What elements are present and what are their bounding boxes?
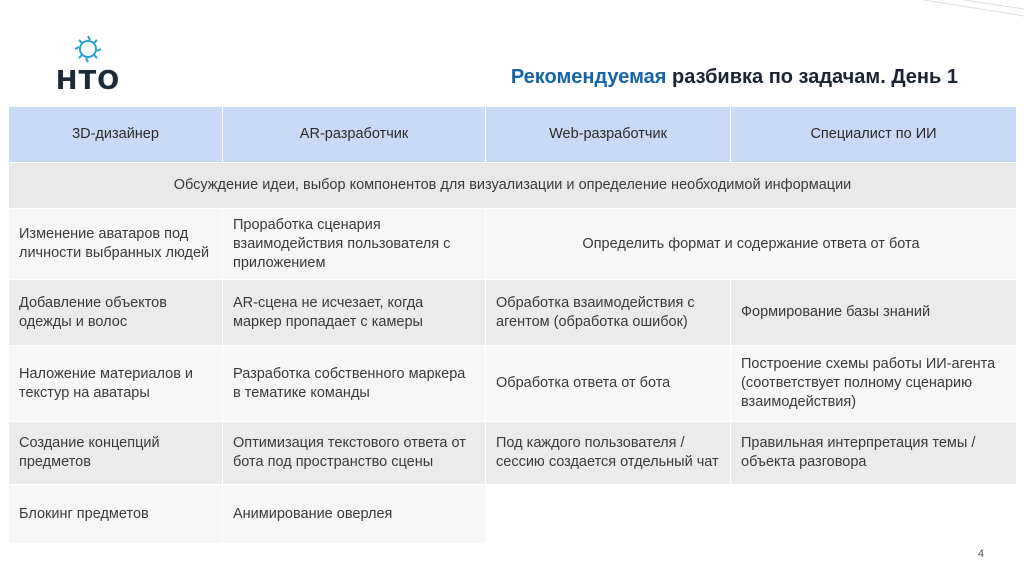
table-row <box>9 209 1017 280</box>
cell-designer: Создание концепций предметов <box>9 422 223 485</box>
corner-decoration <box>904 0 1024 20</box>
cell-ai: Формирование базы знаний <box>731 280 1017 346</box>
discussion-row <box>9 163 1017 209</box>
cell-ai: Правильная интерпретация темы / объекта разговора <box>731 422 1017 485</box>
cell-web: Обработка ответа от бота <box>486 346 731 422</box>
table-header-row <box>9 107 1017 163</box>
cell-designer: Добавление объектов одежды и волос <box>9 280 223 346</box>
title-rest: разбивка по задачам. День 1 <box>666 66 958 88</box>
cell-ar: AR-сцена не исчезает, когда маркер пропадает с камеры <box>223 280 486 346</box>
logo-ring-icon <box>73 34 103 64</box>
cell-ai-empty <box>731 485 1017 544</box>
cell-designer: Изменение аватаров под личности выбранных людей <box>9 209 223 280</box>
title-accent: Рекомендуемая <box>510 66 667 88</box>
cell-ar: Анимирование оверлея <box>223 485 486 544</box>
table-row <box>9 346 1017 422</box>
page-number: 4 <box>977 548 984 560</box>
header-ar-developer: AR-разработчик <box>223 107 486 163</box>
header-3d-designer: 3D-дизайнер <box>9 107 223 163</box>
cell-web: Обработка взаимодействия с агентом (обработка ошибок) <box>486 280 731 346</box>
cell-ai: Построение схемы работы ИИ-агента (соответствует полному сценарию взаимодействия) <box>731 346 1017 422</box>
logo-text: НТО <box>55 66 121 96</box>
nto-logo <box>48 34 128 98</box>
task-table <box>8 106 1017 544</box>
cell-merged-web-ai: Определить формат и содержание ответа от бота <box>486 209 1017 280</box>
table-row <box>9 485 1017 544</box>
cell-designer: Наложение материалов и текстур на аватары <box>9 346 223 422</box>
cell-web-empty <box>486 485 731 544</box>
table-row <box>9 422 1017 485</box>
cell-ar: Разработка собственного маркера в тематике команды <box>223 346 486 422</box>
cell-web: Под каждого пользователя / сессию создается отдельный чат <box>486 422 731 485</box>
cell-ar: Проработка сценария взаимодействия пользователя с приложением <box>223 209 486 280</box>
table-row <box>9 280 1017 346</box>
page-title <box>511 66 958 89</box>
cell-ar: Оптимизация текстового ответа от бота под пространство сцены <box>223 422 486 485</box>
cell-designer: Блокинг предметов <box>9 485 223 544</box>
discussion-cell: Обсуждение идеи, выбор компонентов для визуализации и определение необходимой информации <box>9 163 1017 209</box>
header-ai-specialist: Специалист по ИИ <box>731 107 1017 163</box>
header-web-developer: Web-разработчик <box>486 107 731 163</box>
